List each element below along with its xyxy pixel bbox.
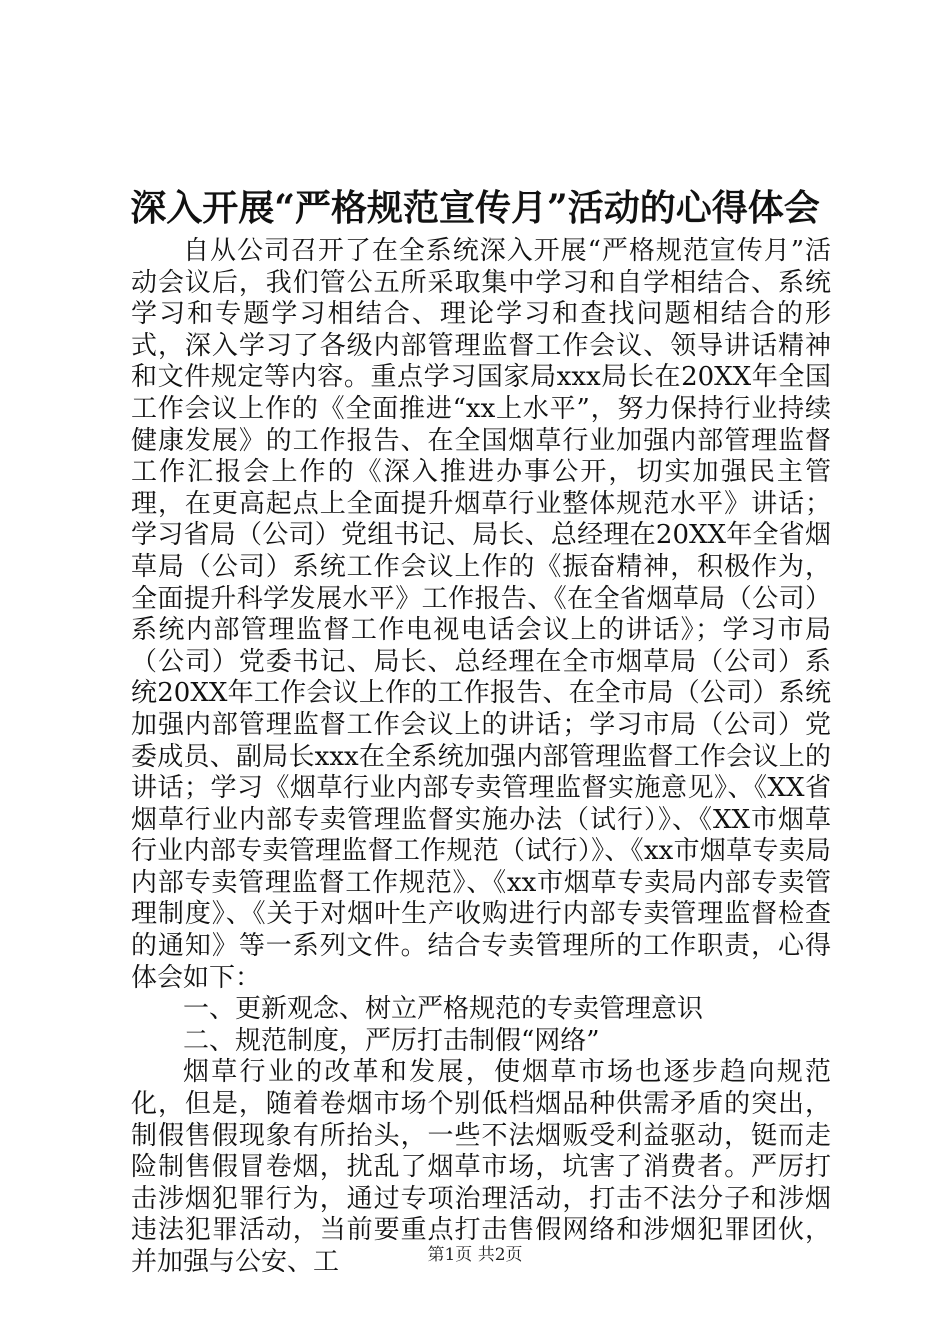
paragraph-heading-1: 一、更新观念、树立严格规范的专卖管理意识 [183,994,704,1025]
paragraph-body-2: 烟草行业的改革和发展，使烟草市场也逐步趋向规范化，但是，随着卷烟市场个别低档烟品种供需矛盾的突出，制假售假现象有所抬头，一些不法烟贩受利益驱动，铤而走险制售假冒卷烟，扰乱了烟草市场，坑害了消费者。严厉打击涉烟犯罪行为，通过专项治理活动，打击不法分子和涉烟违法犯罪活动，当前要重点打击售假网络和涉烟犯罪团伙，并加强与公安、工 [131,1057,831,1277]
paragraph-heading-2: 二、规范制度，严厉打击制假“网络” [183,1025,600,1056]
document-body [131,236,831,1279]
document-title: 深入开展“严格规范宣传月”活动的心得体会 [130,187,820,229]
paragraph-intro: 自从公司召开了在全系统深入开展“严格规范宣传月”活动会议后，我们管公五所采取集中学习和自学相结合、系统学习和专题学习相结合、理论学习和查找问题相结合的形式，深入学习了各级内部管理监督工作会议、领导讲话精神和文件规定等内容。重点学习国家局xxx局长在20XX年全国工作会议上作的《全面推进“xx上水平”，努力保持行业持续健康发展》的工作报告、在全国烟草行业加强内部管理监督工作汇报会上作的《深入推进办事公开，切实加强民主管理，在更高起点上全面提升烟草行业整体规范水平》讲话；学习省局（公司）党组书记、局长、总经理在20XX年全省烟草局（公司）系统工作会议上作的《振奋精神，积极作为，全面提升科学发展水平》工作报告、《在全省烟草局（公司）系统内部管理监督工作电视电话会议上的讲话》；学习市局（公司）党委书记、局长、总经理在全市烟草局（公司）系统20XX年工作会议上作的工作报告、在全市局（公司）系统加强内部管理监督工作会议上的讲话；学习市局（公司）党委成员、副局长xxx在全系统加强内部管理监督工作会议上的讲话；学习《烟草行业内部专卖管理监督实施意见》、《XX省烟草行业内部专卖管理监督实施办法（试行）》、《XX市烟草行业内部专卖管理监督工作规范（试行）》、《xx市烟草专卖局内部专卖管理监督工作规范》、《xx市烟草专卖局内部专卖管理制度》、《关于对烟叶生产收购进行内部专卖管理监督检查的通知》等一系列文件。结合专卖管理所的工作职责，心得体会如下： [131,236,831,993]
page-number: 第1页 共2页 [427,1245,523,1265]
